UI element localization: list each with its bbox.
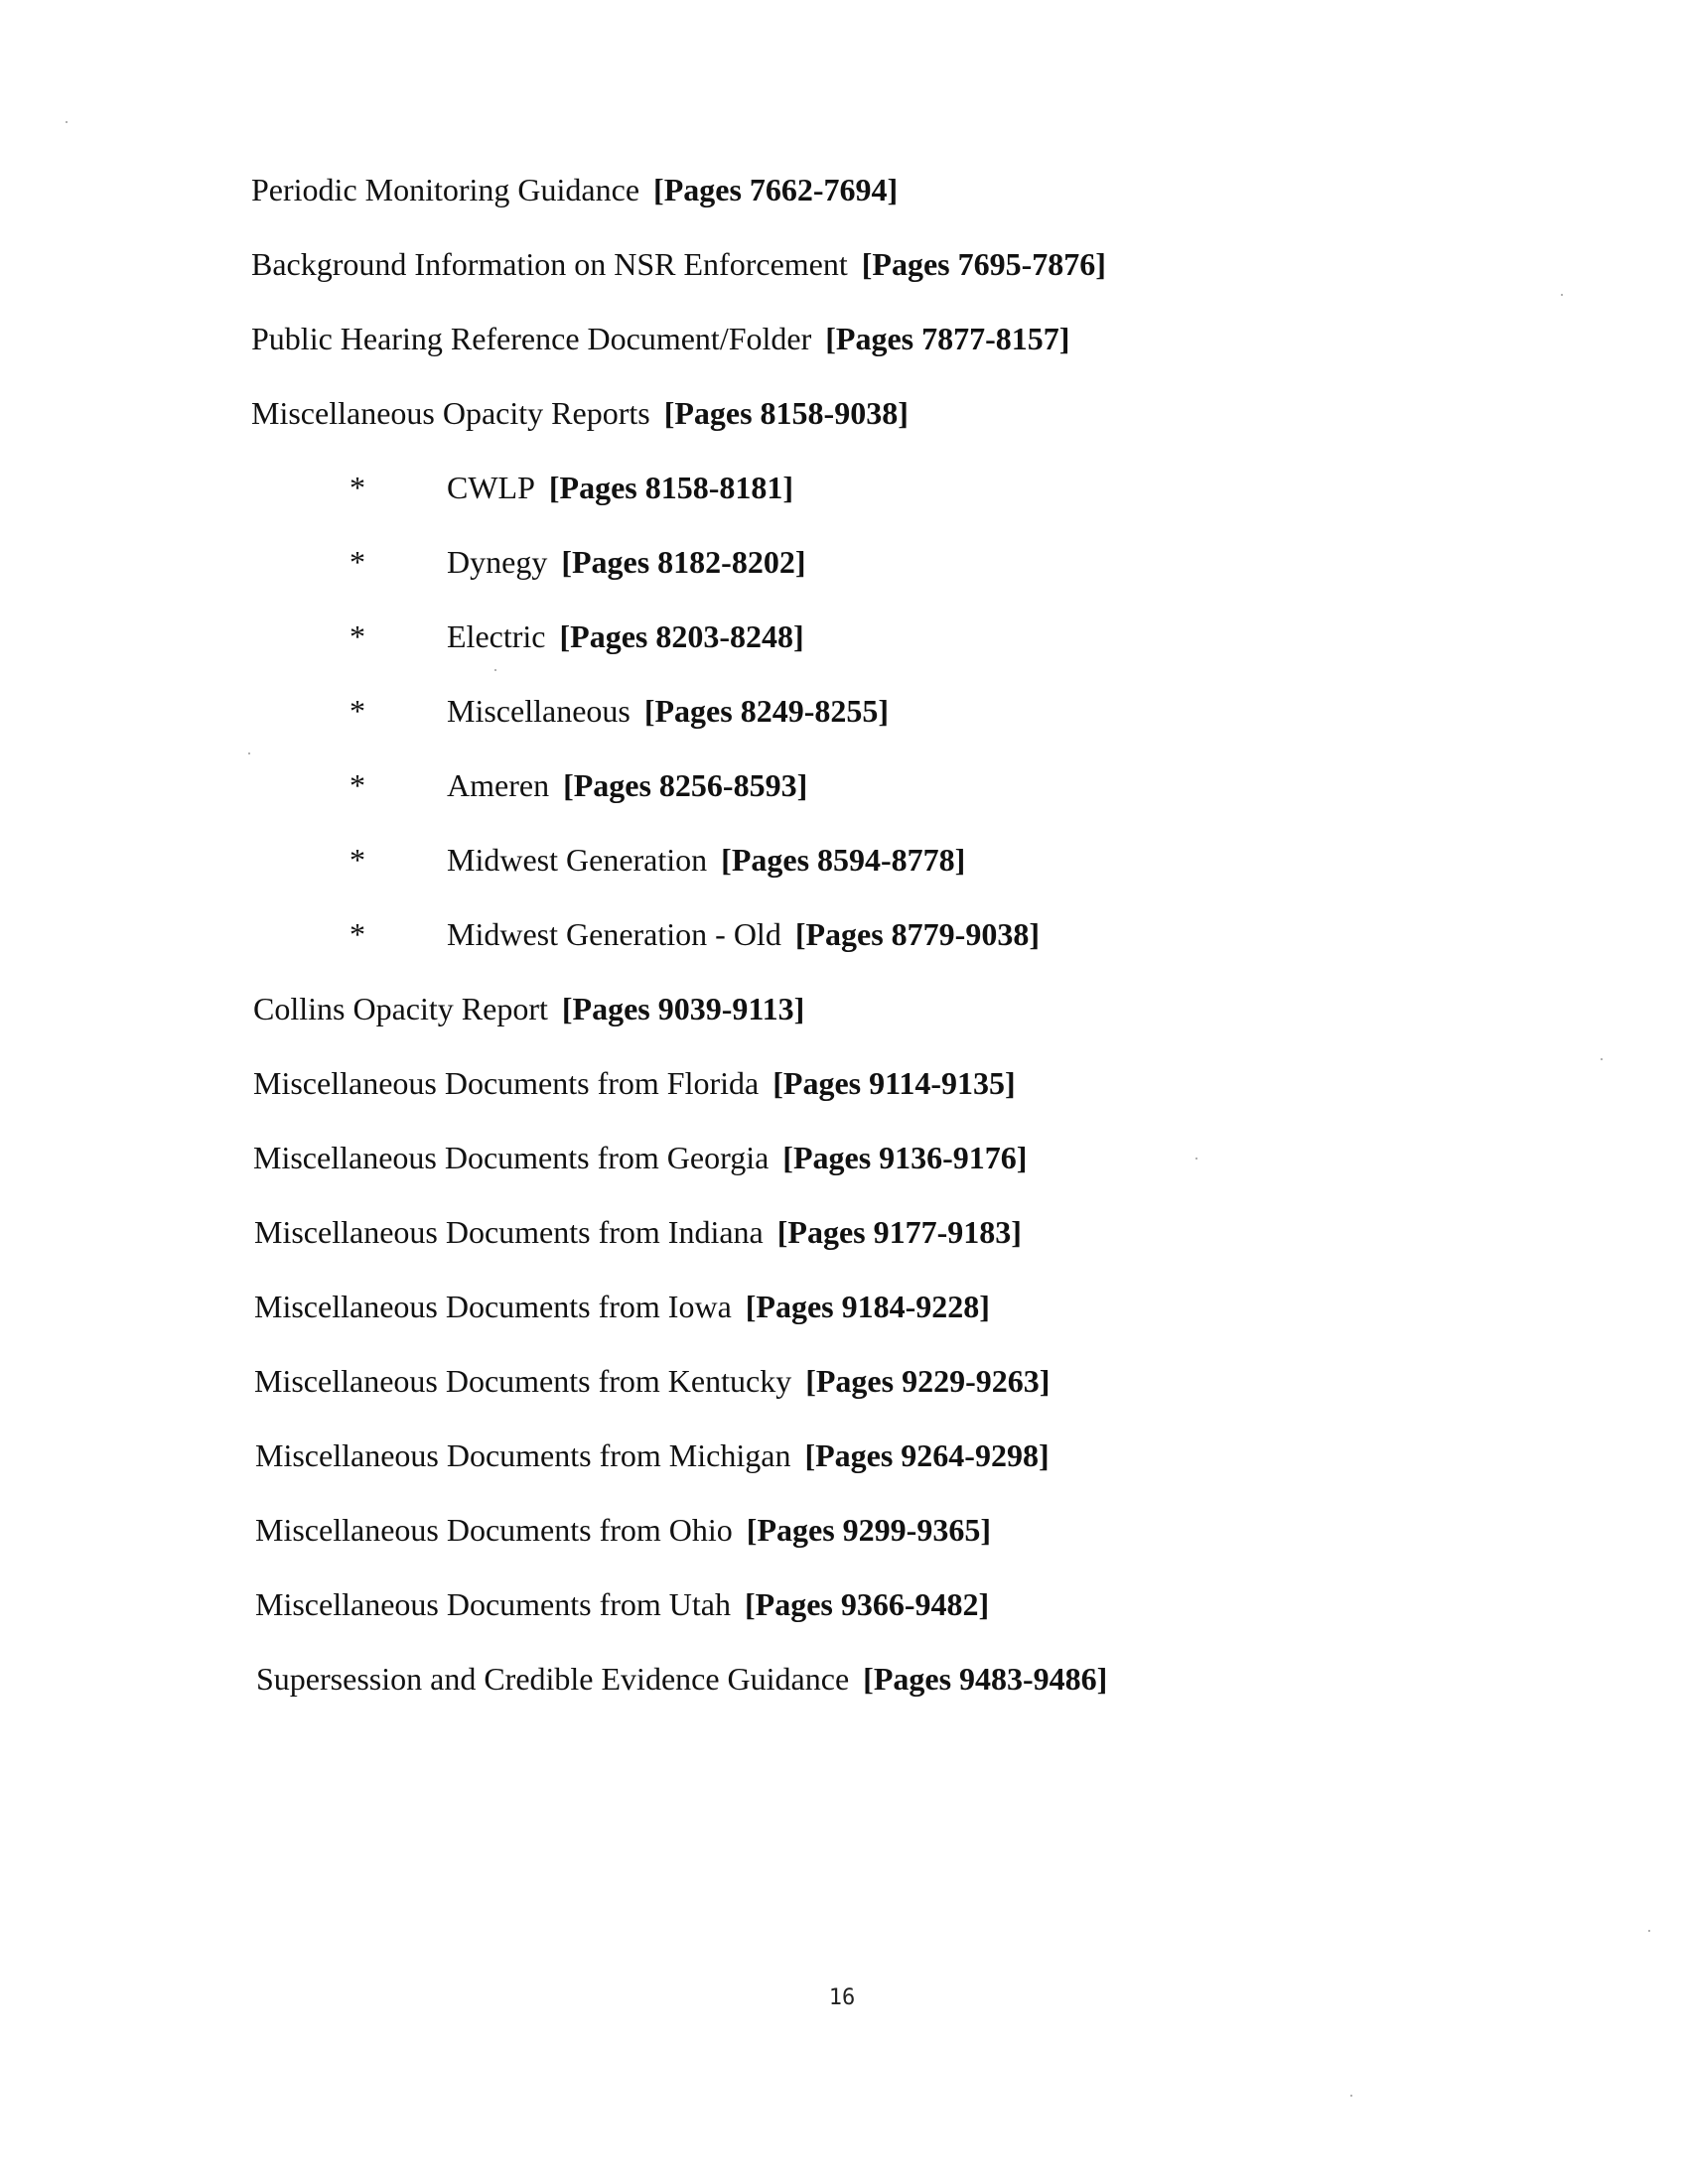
- entry-page-range: [Pages 9184-9228]: [745, 1289, 990, 1324]
- entry-title: Miscellaneous Documents from Iowa: [254, 1289, 732, 1324]
- entry-page-range: [Pages 7695-7876]: [861, 246, 1106, 282]
- bullet-asterisk: *: [350, 618, 365, 654]
- bullet-asterisk: *: [350, 544, 365, 580]
- sub-entry-title: Electric: [447, 618, 546, 654]
- entry-title: Miscellaneous Documents from Utah: [255, 1586, 731, 1622]
- bullet-asterisk: *: [350, 842, 365, 878]
- entry-title: Background Information on NSR Enforcement: [251, 246, 848, 282]
- entry-page-range: [Pages 9264-9298]: [804, 1437, 1050, 1473]
- index-entry: [253, 1064, 1016, 1102]
- entry-title: Public Hearing Reference Document/Folder: [251, 321, 812, 356]
- sub-entry-page-range: [Pages 8256-8593]: [563, 767, 808, 803]
- entry-page-range: [Pages 9229-9263]: [805, 1363, 1051, 1399]
- entry-title: Miscellaneous Documents from Indiana: [254, 1214, 764, 1250]
- scan-speck: [494, 669, 496, 671]
- sub-entry-title: Dynegy: [447, 544, 548, 580]
- page-number: 16: [828, 1985, 856, 2010]
- sub-entry-title: Midwest Generation: [447, 842, 708, 878]
- index-entry: [255, 1585, 989, 1623]
- entry-title: Miscellaneous Documents from Florida: [253, 1065, 760, 1101]
- entry-title: Miscellaneous Documents from Michigan: [255, 1437, 791, 1473]
- sub-entry-title: Miscellaneous: [447, 693, 631, 729]
- entry-page-range: [Pages 9136-9176]: [782, 1140, 1028, 1175]
- index-entry: [254, 1288, 990, 1325]
- entry-title: Miscellaneous Documents from Kentucky: [254, 1363, 792, 1399]
- bullet-asterisk: *: [350, 767, 365, 803]
- sub-entry-page-range: [Pages 8594-8778]: [721, 842, 966, 878]
- entry-page-range: [Pages 9299-9365]: [746, 1512, 991, 1548]
- entry-title: Collins Opacity Report: [253, 991, 548, 1026]
- entry-page-range: [Pages 8158-9038]: [663, 395, 909, 431]
- entry-page-range: [Pages 7662-7694]: [653, 172, 899, 207]
- sub-entry-page-range: [Pages 8158-8181]: [548, 470, 794, 505]
- index-entry: [254, 1213, 1022, 1251]
- scan-speck: [1561, 294, 1563, 296]
- entry-page-range: [Pages 7877-8157]: [825, 321, 1070, 356]
- index-entry: [253, 990, 804, 1027]
- bullet-asterisk: *: [350, 470, 365, 505]
- sub-entry-page-range: [Pages 8203-8248]: [559, 618, 804, 654]
- entry-title: Miscellaneous Documents from Ohio: [255, 1512, 733, 1548]
- sub-entry-page-range: [Pages 8779-9038]: [794, 916, 1040, 952]
- scan-speck: [248, 752, 250, 754]
- scan-speck: [1601, 1058, 1603, 1060]
- index-entry: [251, 245, 1106, 283]
- index-entry: [251, 320, 1069, 357]
- bullet-asterisk: *: [350, 693, 365, 729]
- scan-speck: [1350, 2095, 1352, 2097]
- bullet-asterisk: *: [350, 916, 365, 952]
- entry-page-range: [Pages 9366-9482]: [745, 1586, 990, 1622]
- entry-title: Miscellaneous Opacity Reports: [251, 395, 650, 431]
- scan-speck: [66, 121, 68, 123]
- entry-page-range: [Pages 9483-9486]: [863, 1661, 1108, 1697]
- scan-speck: [1195, 1158, 1197, 1160]
- sub-entry-title: CWLP: [447, 470, 535, 505]
- sub-entry-title: Ameren: [447, 767, 550, 803]
- entry-title: Periodic Monitoring Guidance: [251, 172, 640, 207]
- index-entry: [255, 1511, 991, 1549]
- sub-entry-page-range: [Pages 8249-8255]: [643, 693, 890, 729]
- entry-title: Miscellaneous Documents from Georgia: [253, 1140, 770, 1175]
- index-entry: [254, 1362, 1050, 1400]
- index-entry: [255, 1436, 1050, 1474]
- index-entry: [253, 1139, 1027, 1176]
- scan-speck: [1648, 1930, 1650, 1932]
- sub-entry-title: Midwest Generation - Old: [447, 916, 781, 952]
- index-entry: [251, 394, 909, 432]
- entry-page-range: [Pages 9039-9113]: [561, 991, 805, 1026]
- index-entry: [251, 171, 898, 208]
- entry-title: Supersession and Credible Evidence Guidance: [256, 1661, 850, 1697]
- entry-page-range: [Pages 9114-9135]: [772, 1065, 1016, 1101]
- entry-page-range: [Pages 9177-9183]: [776, 1214, 1022, 1250]
- sub-entry-page-range: [Pages 8182-8202]: [561, 544, 806, 580]
- index-entry: [256, 1660, 1107, 1698]
